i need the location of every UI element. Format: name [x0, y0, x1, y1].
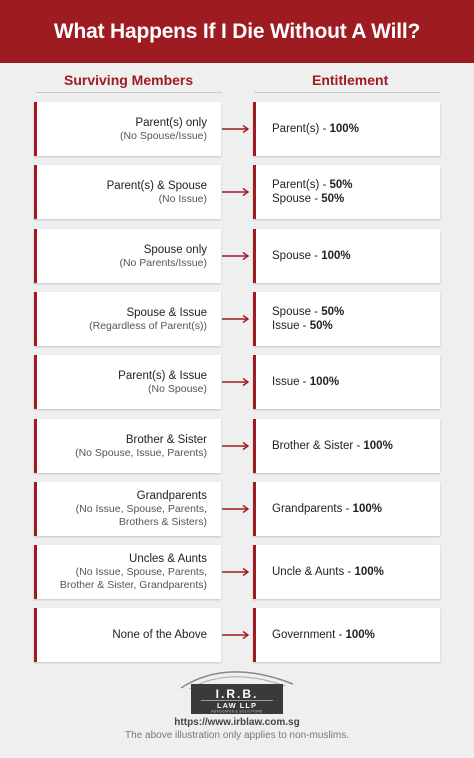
- inheritance-row: [0, 292, 474, 346]
- entitlement-label: Government -: [272, 629, 346, 641]
- entitlement-percent: 100%: [309, 376, 340, 388]
- arrow-right-icon: [221, 630, 253, 640]
- surviving-members-box: [34, 102, 221, 156]
- entitlement-box: [253, 545, 440, 599]
- inheritance-row: [0, 102, 474, 156]
- member-label: Brother & Sister: [125, 433, 207, 446]
- column-header-surviving-members: Surviving Members: [64, 72, 194, 88]
- irb-law-logo: [167, 662, 307, 716]
- entitlement-percent: 50%: [329, 179, 353, 191]
- entitlement-percent: 100%: [354, 566, 384, 578]
- inheritance-row: [0, 355, 474, 409]
- entitlement-box: [253, 419, 440, 473]
- entitlement-percent: 50%: [309, 320, 333, 332]
- footer: [0, 662, 474, 741]
- surviving-members-box: [34, 545, 221, 599]
- member-qualifier: (No Parents/Issue): [119, 256, 207, 269]
- arrow-right-icon: [221, 251, 253, 261]
- entitlement-label: Brother & Sister -: [272, 440, 364, 452]
- entitlement-percent: 100%: [321, 250, 351, 262]
- logo-line3: ADVOCATES & SOLICITORS: [211, 709, 263, 714]
- member-qualifier: (No Issue): [158, 192, 207, 205]
- inheritance-row: [0, 165, 474, 219]
- entitlement-box: [253, 482, 440, 536]
- arrow-right-icon: [221, 377, 253, 387]
- arrow-right-icon: [221, 567, 253, 577]
- entitlement-box: [253, 355, 440, 409]
- entitlement-label: Issue -: [272, 320, 310, 332]
- entitlement-percent: 100%: [363, 440, 393, 452]
- page-title: What Happens If I Die Without A Will?: [0, 0, 474, 63]
- footer-url[interactable]: https://www.irblaw.com.sg: [174, 717, 300, 728]
- member-qualifier: Brothers & Sisters): [118, 516, 207, 528]
- entitlement-line: [272, 305, 344, 319]
- entitlement-label: Spouse -: [272, 306, 322, 318]
- member-label: Spouse & Issue: [126, 306, 207, 319]
- member-qualifier: (Regardless of Parent(s)): [89, 319, 207, 332]
- arrow-right-icon: [221, 124, 253, 134]
- inheritance-row: [0, 419, 474, 473]
- entitlement-line: [272, 192, 344, 206]
- entitlement-box: [253, 229, 440, 283]
- entitlement-label: Issue -: [272, 376, 310, 388]
- member-qualifier: (No Spouse/Issue): [120, 129, 207, 142]
- column-header-entitlement: Entitlement: [312, 72, 389, 88]
- surviving-members-box: [34, 165, 221, 219]
- member-qualifier: Brother & Sister, Grandparents): [59, 579, 207, 591]
- entitlement-label: Uncle & Aunts -: [272, 566, 355, 578]
- member-qualifier: (No Issue, Spouse, Parents,: [75, 566, 207, 578]
- member-label: Parent(s) only: [135, 116, 207, 129]
- inheritance-row: [0, 545, 474, 599]
- surviving-members-box: [34, 355, 221, 409]
- entitlement-line: [272, 439, 393, 453]
- surviving-members-box: [34, 482, 221, 536]
- member-qualifier: (No Spouse, Issue, Parents): [75, 446, 207, 459]
- inheritance-row: [0, 482, 474, 536]
- arrow-right-icon: [221, 187, 253, 197]
- surviving-members-box: [34, 608, 221, 662]
- entitlement-box: [253, 102, 440, 156]
- logo-line2: LAW LLP: [217, 701, 257, 710]
- logo-line1: I.R.B.: [215, 687, 259, 701]
- entitlement-line: [272, 122, 359, 136]
- footer-note: The above illustration only applies to non-muslims.: [125, 730, 349, 741]
- entitlement-line: [272, 628, 375, 642]
- arrow-right-icon: [221, 504, 253, 514]
- member-label: Parent(s) & Spouse: [106, 179, 207, 192]
- entitlement-label: Spouse -: [272, 193, 322, 205]
- surviving-members-box: [34, 419, 221, 473]
- entitlement-line: [272, 502, 382, 516]
- entitlement-box: [253, 292, 440, 346]
- member-qualifier: (No Spouse): [148, 382, 207, 395]
- member-label: Spouse only: [143, 243, 207, 256]
- inheritance-row: [0, 608, 474, 662]
- entitlement-line: [272, 565, 384, 579]
- entitlement-percent: 100%: [329, 123, 359, 135]
- entitlement-percent: 100%: [345, 629, 375, 641]
- entitlement-percent: 50%: [321, 193, 345, 205]
- entitlement-box: [253, 608, 440, 662]
- entitlement-line: [272, 319, 333, 333]
- entitlement-label: Spouse -: [272, 250, 322, 262]
- entitlement-line: [272, 375, 339, 389]
- entitlement-label: Grandparents -: [272, 503, 353, 515]
- entitlement-line: [272, 249, 351, 263]
- entitlement-box: [253, 165, 440, 219]
- entitlement-line: [272, 178, 353, 192]
- inheritance-row: [0, 229, 474, 283]
- column-divider-left: [36, 92, 222, 93]
- member-qualifier: (No Issue, Spouse, Parents,: [75, 503, 207, 515]
- surviving-members-box: [34, 229, 221, 283]
- column-divider-right: [254, 92, 440, 93]
- member-label: Grandparents: [136, 490, 207, 502]
- entitlement-label: Parent(s) -: [272, 123, 330, 135]
- member-label: Uncles & Aunts: [129, 553, 207, 565]
- arrow-right-icon: [221, 314, 253, 324]
- member-label: None of the Above: [112, 629, 207, 641]
- member-label: Parent(s) & Issue: [118, 369, 207, 382]
- surviving-members-box: [34, 292, 221, 346]
- entitlement-percent: 100%: [352, 503, 382, 515]
- entitlement-label: Parent(s) -: [272, 179, 330, 191]
- arrow-right-icon: [221, 441, 253, 451]
- entitlement-percent: 50%: [321, 306, 345, 318]
